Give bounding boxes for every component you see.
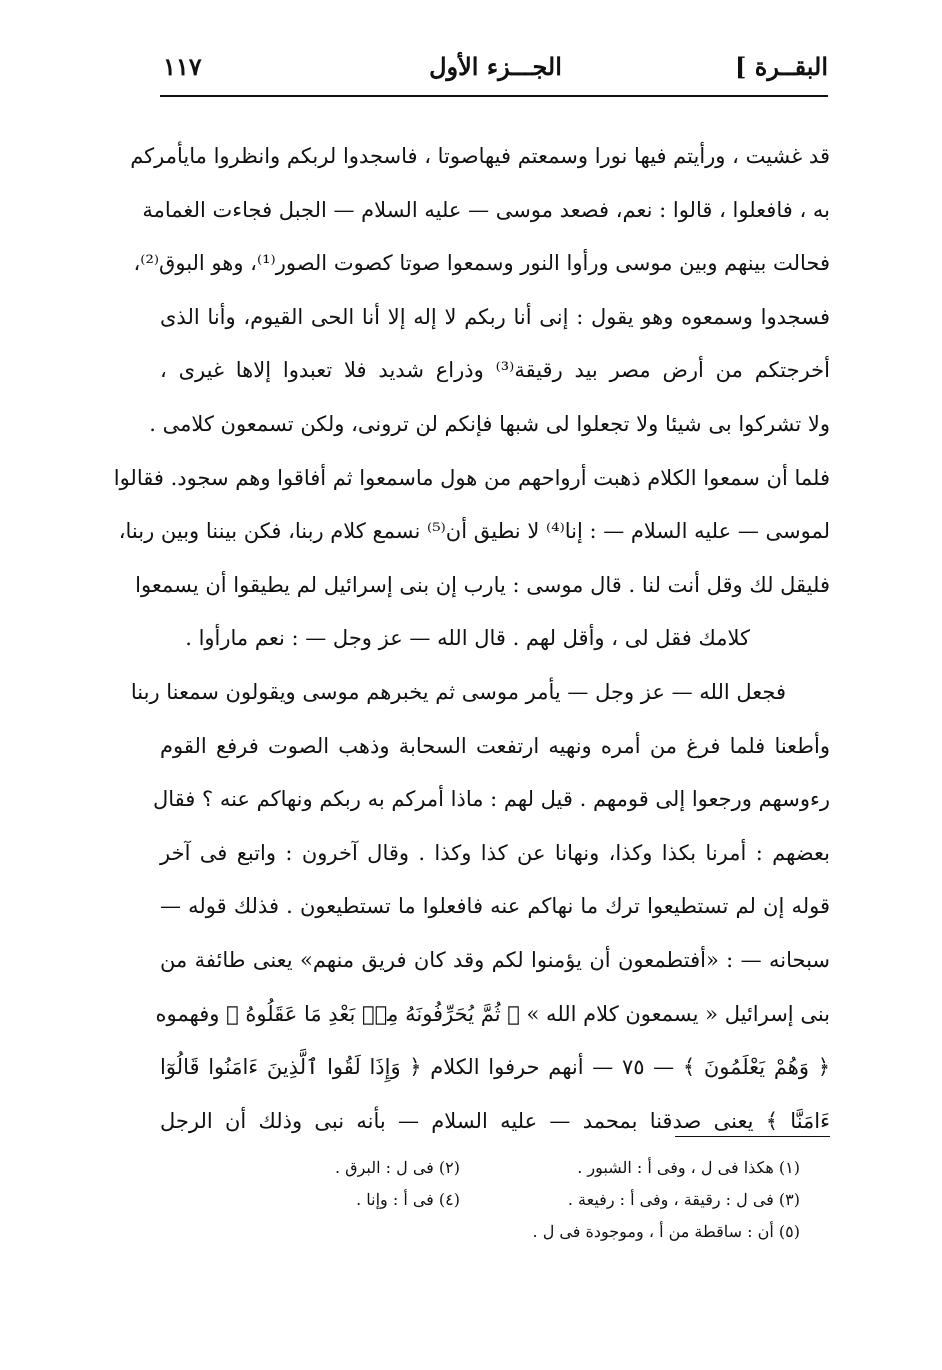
text-line: رءوسهم ورجعوا إلى قومهم . قيل لهم : ماذا أمركم به ربكم ونهاكم عنه ؟ فقال bbox=[153, 787, 830, 812]
text-line: فحالت بينهم وبين موسى ورأوا النور وسمعوا صوتا كصوت الصور⁽¹⁾، وهو البوق⁽²⁾، bbox=[133, 251, 830, 276]
text-line: به ، فافعلوا ، قالوا : نعم، فصعد موسى — عليه السلام — الجبل فجاءت الغمامة bbox=[142, 197, 830, 222]
text-line: فسجدوا وسمعوه وهو يقول : إنى أنا ربكم لا إله إلا أنا الحى القيوم، وأنا الذى bbox=[160, 304, 830, 329]
text-line: ولا تشركوا بى شيئا ولا تجعلوا لى شبها فإنكم لن ترونى، ولكن تسمعون كلامى . bbox=[149, 411, 830, 436]
footnote-divider bbox=[675, 1136, 830, 1137]
footnote-row bbox=[300, 1152, 800, 1184]
page-number: ١١٧ bbox=[163, 52, 202, 81]
footnote: (٤) فى أ : وإنا . bbox=[356, 1190, 460, 1209]
footnote: (٥) أن : ساقطة من أ ، وموجودة فى ل . bbox=[532, 1222, 800, 1241]
text-line: فليقل لك وقل أنت لنا . قال موسى : يارب إن بنى إسرائيل لم يطيقوا أن يسمعوا bbox=[135, 572, 830, 597]
text-line: كلامك فقل لى ، وأقل لهم . قال الله — عز وجل — : نعم مارأوا . bbox=[185, 626, 750, 651]
part-title: الجـــزء الأول bbox=[429, 52, 562, 81]
text-line: فجعل الله — عز وجل — يأمر موسى ثم يخبرهم موسى ويقولون سمعنا ربنا bbox=[130, 679, 786, 704]
text-line: قوله إن لم تستطيعوا ترك ما نهاكم عنه فافعلوا ما تستطيعون . فذلك قوله — bbox=[160, 894, 830, 919]
text-line: ءَامَنَّا ﴾ يعنى صدقنا بمحمد — عليه السلام — بأنه نبى وذلك أن الرجل bbox=[160, 1108, 830, 1133]
footnote: (٣) فى ل : رقيقة ، وفى أ : رفيعة . bbox=[567, 1190, 800, 1209]
text-line: قد غشيت ، ورأيتم فيها نورا وسمعتم فيهاصوتا ، فاسجدوا لربكم وانظروا مايأمركم bbox=[130, 144, 830, 168]
text-line: أخرجتكم من أرض مصر بيد رقيقة⁽³⁾ وذراع شديد فلا تعبدوا إلاها غيرى ، bbox=[160, 358, 831, 383]
main-text bbox=[113, 130, 831, 1148]
text-line: وأطعنا فلما فرغ من أمره ونهيه ارتفعت السحابة وذهب الصوت فرفع القوم bbox=[160, 733, 830, 758]
footnote: (٢) فى ل : البرق . bbox=[335, 1158, 460, 1177]
text-line: بنى إسرائيل « يسمعون كلام الله » ﴿ ثُمَّ يُحَرِّفُونَهُ مِنۢ بَعْدِ مَا عَقَلُوهُ ﴾ وفهموه bbox=[155, 1001, 830, 1026]
footnote-row bbox=[300, 1184, 800, 1216]
footnote-row bbox=[300, 1216, 800, 1248]
header-divider bbox=[160, 95, 828, 97]
text-line: سبحانه — : «أفتطمعون أن يؤمنوا لكم وقد كان فريق منهم» يعنى طائفة من bbox=[160, 947, 830, 972]
surah-title: البقــرة ] bbox=[735, 52, 828, 81]
page-header bbox=[163, 40, 828, 90]
text-line: بعضهم : أمرنا بكذا وكذا، ونهانا عن كذا وكذا . وقال آخرون : واتبع فى آخر bbox=[160, 840, 830, 865]
footnote: (١) هكذا فى ل ، وفى أ : الشبور . bbox=[577, 1158, 800, 1177]
text-line: ﴿ وَهُمْ يَعْلَمُونَ ﴾ — ٧٥ — أنهم حرفوا الكلام ﴿ وَإِذَا لَقُوا ٱلَّذِينَ ءَامَنُوا قَالُوٓا bbox=[160, 1055, 830, 1080]
text-line: فلما أن سمعوا الكلام ذهبت أرواحهم من هول ماسمعوا ثم أفاقوا وهم سجود. فقالوا bbox=[113, 465, 830, 490]
footnotes bbox=[300, 1152, 800, 1248]
text-line: لموسى — عليه السلام — : إنا⁽⁴⁾ لا نطيق أن⁽⁵⁾ نسمع كلام ربنا، فكن بيننا وبين ربنا، bbox=[118, 519, 830, 544]
